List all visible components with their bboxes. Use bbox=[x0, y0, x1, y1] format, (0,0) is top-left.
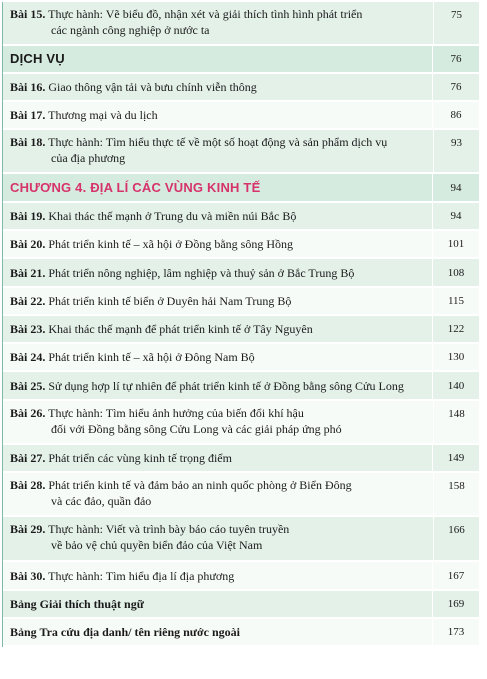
appendix-title: Bảng Tra cứu địa danh/ tên riêng nước ngoài bbox=[10, 625, 240, 639]
lesson-number: Bài 27. bbox=[10, 451, 46, 465]
lesson-number: Bài 24. bbox=[10, 350, 46, 364]
lesson-title: Sử dụng hợp lí tự nhiên để phát triển kinh tế ở Đồng bằng sông Cửu Long bbox=[48, 378, 404, 393]
toc-row-bai-28[interactable] bbox=[3, 473, 479, 517]
lesson-number: Bài 15. bbox=[10, 7, 46, 21]
page-number: 76 bbox=[432, 46, 479, 72]
toc-row-bai-21[interactable] bbox=[3, 259, 479, 288]
page-number: 140 bbox=[432, 372, 479, 399]
page-number: 101 bbox=[432, 231, 479, 257]
page-number: 115 bbox=[432, 288, 479, 314]
toc-row-bai-26[interactable] bbox=[3, 401, 479, 445]
lesson-number: Bài 16. bbox=[10, 80, 46, 94]
page-number: 94 bbox=[432, 174, 479, 201]
lesson-title: Thực hành: Tìm hiểu địa lí địa phương bbox=[48, 568, 235, 583]
lesson-title: Khai thác thế mạnh để phát triển kinh tế ở Tây Nguyên bbox=[48, 322, 313, 336]
lesson-title-line2: đối với Đồng bằng sông Cửu Long và các giải pháp ứng phó bbox=[51, 422, 342, 436]
lesson-number: Bài 20. bbox=[10, 237, 46, 251]
lesson-number: Bài 22. bbox=[10, 294, 46, 308]
toc-row-bai-23[interactable] bbox=[3, 316, 479, 344]
lesson-number: Bài 30. bbox=[10, 568, 46, 583]
page-number: 169 bbox=[432, 591, 479, 617]
lesson-number: Bài 18. bbox=[10, 135, 46, 149]
toc-row-bai-24[interactable] bbox=[3, 344, 479, 372]
toc-row-bai-16[interactable] bbox=[3, 74, 479, 102]
lesson-number: Bài 29. bbox=[10, 522, 46, 536]
page-number: 122 bbox=[432, 316, 479, 342]
table-of-contents bbox=[2, 2, 479, 647]
page-number: 149 bbox=[432, 445, 479, 471]
lesson-number: Bài 28. bbox=[10, 478, 46, 492]
page-number: 158 bbox=[433, 473, 479, 515]
page-number: 108 bbox=[432, 259, 479, 286]
lesson-title: Thương mại và du lịch bbox=[48, 108, 158, 122]
lesson-title: Phát triển các vùng kinh tế trọng điểm bbox=[48, 451, 232, 465]
lesson-number: Bài 19. bbox=[10, 209, 46, 223]
toc-row-bai-25[interactable] bbox=[3, 372, 479, 401]
toc-section-chuong-4[interactable] bbox=[3, 174, 479, 203]
page-number: 94 bbox=[432, 203, 479, 229]
lesson-title: Phát triển nông nghiệp, lâm nghiệp và thuỷ sản ở Bắc Trung Bộ bbox=[48, 265, 355, 280]
lesson-title: Khai thác thế mạnh ở Trung du và miền núi Bắc Bộ bbox=[48, 209, 297, 223]
lesson-number: Bài 25. bbox=[10, 378, 46, 393]
toc-row-bai-15[interactable] bbox=[3, 2, 479, 46]
lesson-number: Bài 26. bbox=[10, 406, 46, 420]
toc-row-place-names[interactable] bbox=[3, 619, 479, 647]
chapter-title: CHƯƠNG 4. ĐỊA LÍ CÁC VÙNG KINH TẾ bbox=[10, 179, 261, 195]
lesson-number: Bài 23. bbox=[10, 322, 46, 336]
toc-row-bai-17[interactable] bbox=[3, 102, 479, 130]
toc-row-bai-29[interactable] bbox=[3, 517, 479, 562]
page-number: 166 bbox=[433, 517, 479, 560]
toc-row-bai-18[interactable] bbox=[3, 130, 479, 174]
lesson-number: Bài 17. bbox=[10, 108, 46, 122]
page-number: 75 bbox=[433, 2, 479, 44]
lesson-title-line2: và các đảo, quần đảo bbox=[51, 494, 152, 508]
lesson-title-line2: về bảo vệ chủ quyền biển đảo của Việt Nam bbox=[51, 538, 263, 552]
lesson-title-line1: Thực hành: Tìm hiểu ảnh hưởng của biến đổi khí hậu bbox=[48, 406, 304, 420]
toc-row-bai-27[interactable] bbox=[3, 445, 479, 473]
lesson-title: Phát triển kinh tế – xã hội ở Đồng bằng sông Hồng bbox=[48, 237, 293, 251]
page-number: 148 bbox=[433, 401, 479, 443]
toc-section-dich-vu[interactable] bbox=[3, 46, 479, 74]
lesson-title-line2: của địa phương bbox=[51, 151, 126, 165]
page-number: 167 bbox=[432, 562, 479, 589]
lesson-title-line1: Phát triển kinh tế và đảm bảo an ninh quốc phòng ở Biển Đông bbox=[48, 478, 352, 492]
lesson-title: Phát triển kinh tế biển ở Duyên hải Nam Trung Bộ bbox=[48, 294, 292, 308]
toc-row-glossary[interactable] bbox=[3, 591, 479, 619]
page-number: 86 bbox=[432, 102, 479, 128]
toc-row-bai-30[interactable] bbox=[3, 562, 479, 591]
toc-row-bai-20[interactable] bbox=[3, 231, 479, 259]
lesson-title-line2: các ngành công nghiệp ở nước ta bbox=[51, 23, 210, 37]
lesson-title-line1: Thực hành: Tìm hiểu thực tế về một số hoạt động và sản phẩm dịch vụ bbox=[48, 135, 388, 149]
lesson-title: Giao thông vận tải và bưu chính viễn thông bbox=[48, 80, 257, 94]
page-number: 93 bbox=[433, 130, 479, 172]
page-number: 173 bbox=[432, 619, 479, 645]
section-title: DỊCH VỤ bbox=[10, 51, 65, 66]
lesson-title: Phát triển kinh tế – xã hội ở Đông Nam Bộ bbox=[48, 350, 255, 364]
appendix-title: Bảng Giải thích thuật ngữ bbox=[10, 597, 144, 611]
lesson-title-line1: Thực hành: Viết và trình bày báo cáo tuyên truyền bbox=[48, 522, 290, 536]
lesson-number: Bài 21. bbox=[10, 265, 46, 280]
page-number: 130 bbox=[432, 344, 479, 370]
lesson-title-line1: Thực hành: Vẽ biểu đồ, nhận xét và giải thích tình hình phát triển bbox=[48, 7, 363, 21]
page-number: 76 bbox=[432, 74, 479, 100]
toc-row-bai-22[interactable] bbox=[3, 288, 479, 316]
toc-row-bai-19[interactable] bbox=[3, 203, 479, 231]
